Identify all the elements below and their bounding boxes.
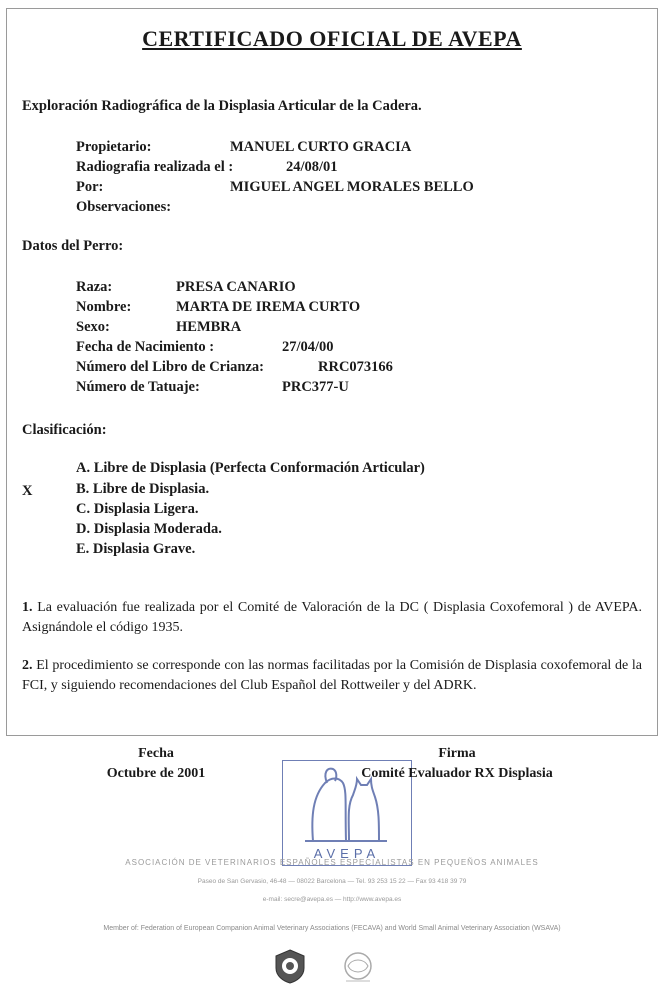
footer-membership: Member of: Federation of European Companion Animal Veterinary Associations (FECAVA) and World Small Animal Veterinary Association (WSAVA) <box>103 925 561 932</box>
classification-mark: X <box>22 483 33 499</box>
note-2 <box>22 656 642 696</box>
fecha-block <box>76 744 236 784</box>
classification-item-c: C. Displasia Ligera. <box>76 501 199 517</box>
note-2-text: El procedimiento se corresponde con las normas facilitadas por la Comisión de Displasia coxofemoral de la FCI, y siguiendo recomendaciones del Club Español del Rottweiler y del ADRK. <box>22 658 643 693</box>
raza-value: PRESA CANARIO <box>176 279 296 295</box>
sexo-label: Sexo: <box>76 319 110 335</box>
nacimiento-value: 27/04/00 <box>282 339 334 355</box>
note-1-text: La evaluación fue realizada por el Comité de Valoración de la DC ( Displasia Coxofemoral ) de AVEPA. Asignándole el código 1935. <box>22 600 642 635</box>
certificate-title: CERTIFICADO OFICIAL DE AVEPA <box>142 26 522 51</box>
propietario-label: Propietario: <box>76 139 152 155</box>
nombre-label: Nombre: <box>76 299 132 315</box>
nombre-value: MARTA DE IREMA CURTO <box>176 299 361 315</box>
fecha-label: Fecha <box>138 746 174 761</box>
firma-value: Comité Evaluador RX Displasia <box>361 766 553 781</box>
firma-block <box>320 744 594 784</box>
classification-item-b: B. Libre de Displasia. <box>76 481 210 497</box>
wsava-logo-icon <box>338 950 378 984</box>
por-value: MIGUEL ANGEL MORALES BELLO <box>230 179 474 195</box>
firma-label: Firma <box>438 746 476 761</box>
libro-value: RRC073166 <box>318 359 393 375</box>
classification-item-e: E. Displasia Grave. <box>76 541 196 557</box>
note-1 <box>22 598 642 638</box>
raza-label: Raza: <box>76 279 113 295</box>
tatuaje-value: PRC377-U <box>282 379 349 395</box>
tatuaje-label: Número de Tatuaje: <box>76 379 200 395</box>
propietario-value: MANUEL CURTO GRACIA <box>230 139 412 155</box>
note-2-number: 2. <box>22 658 33 673</box>
footer-association-name: ASOCIACIÓN DE VETERINARIOS ESPAÑOLES ESPECIALISTAS EN PEQUEÑOS ANIMALES <box>125 858 539 867</box>
radiografia-label: Radiografia realizada el : <box>76 159 234 175</box>
fecava-logo-icon <box>272 948 308 984</box>
classification-item-a: A. Libre de Displasia (Perfecta Conformación Articular) <box>76 460 425 476</box>
dog-heading: Datos del Perro: <box>22 238 124 254</box>
footer-contact: e-mail: secre@avepa.es — http://www.avepa.es <box>262 896 402 903</box>
fecha-value: Octubre de 2001 <box>106 766 206 781</box>
stamp-name: AVEPA <box>313 846 381 861</box>
observaciones-label: Observaciones: <box>76 199 172 215</box>
classification-heading: Clasificación: <box>22 422 107 438</box>
sexo-value: HEMBRA <box>176 319 242 335</box>
radiografia-value: 24/08/01 <box>286 159 338 175</box>
classification-item-d: D. Displasia Moderada. <box>76 521 222 537</box>
libro-label: Número del Libro de Crianza: <box>76 359 264 375</box>
nacimiento-label: Fecha de Nacimiento : <box>76 339 215 355</box>
footer-address: Paseo de San Gervasio, 46-48 — 08022 Barcelona — Tel. 93 253 15 22 — Fax 93 418 39 79 <box>197 878 467 885</box>
por-label: Por: <box>76 179 104 195</box>
exam-subtitle: Exploración Radiográfica de la Displasia Articular de la Cadera. <box>22 98 422 114</box>
note-1-number: 1. <box>22 600 33 615</box>
